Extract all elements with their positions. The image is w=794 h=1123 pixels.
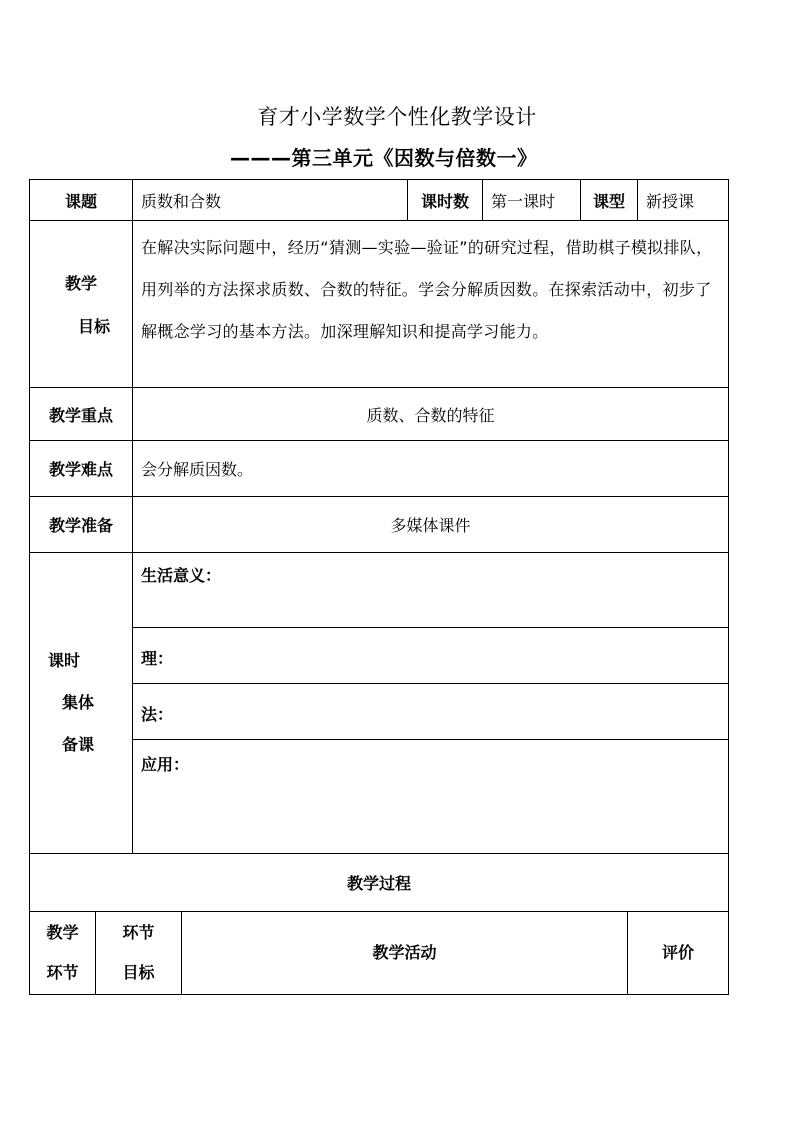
difficulties-row [30, 441, 729, 497]
key-points-value: 质数、合数的特征 [133, 388, 729, 441]
process-col-stage [30, 912, 96, 995]
key-points-label: 教学重点 [30, 388, 133, 441]
preparation-value: 多媒体课件 [133, 497, 729, 553]
process-col-goal-line1: 环节 [122, 923, 155, 942]
group-prep-label [30, 553, 133, 854]
info-row [30, 180, 729, 221]
process-col-stage-line1: 教学 [46, 923, 79, 942]
process-col-activity: 教学活动 [182, 912, 628, 995]
method-field: 法： [133, 683, 728, 739]
type-value: 新授课 [638, 180, 729, 221]
objectives-label-line1: 教学 [64, 274, 97, 293]
objectives-label [30, 221, 133, 388]
process-col-goal [96, 912, 182, 995]
life-meaning-field: 生活意义： [133, 553, 728, 627]
key-points-row [30, 388, 729, 441]
group-prep-cell [133, 553, 729, 854]
group-prep-row [30, 553, 729, 854]
lesson-plan-table [29, 179, 729, 912]
topic-value: 质数和合数 [133, 180, 408, 221]
group-prep-inner-table [133, 553, 728, 852]
group-prep-label-line3: 备课 [62, 735, 95, 754]
document-subtitle: ———第三单元《因数与倍数一》 [230, 146, 538, 170]
period-label: 课时数 [408, 180, 483, 221]
process-header-table [29, 911, 729, 995]
process-col-goal-line2: 目标 [122, 963, 155, 982]
preparation-label: 教学准备 [30, 497, 133, 553]
objectives-text: 在解决实际问题中，经历“猜测—实验—验证”的研究过程，借助棋子模拟排队，用列举的方法探求质数、合数的特征。学会分解质因数。在探索活动中，初步了解概念学习的基本方法。加深理解知识和提高学习能力。 [133, 221, 729, 388]
process-title-row [30, 854, 729, 912]
process-title: 教学过程 [30, 854, 729, 912]
process-header-row [30, 912, 729, 995]
preparation-row [30, 497, 729, 553]
document-title: 育才小学数学个性化教学设计 [257, 105, 537, 129]
difficulties-label: 教学难点 [30, 441, 133, 497]
objectives-label-line2: 目标 [77, 317, 110, 336]
difficulties-value: 会分解质因数。 [133, 441, 729, 497]
group-prep-label-line2: 集体 [62, 693, 95, 712]
group-prep-label-line1: 课时 [48, 651, 81, 670]
process-col-evaluation: 评价 [628, 912, 729, 995]
process-col-stage-line2: 环节 [46, 963, 79, 982]
topic-label: 课题 [30, 180, 133, 221]
application-field: 应用： [141, 754, 190, 774]
period-value: 第一课时 [483, 180, 581, 221]
type-label: 课型 [581, 180, 638, 221]
reason-field: 理： [133, 627, 728, 683]
objectives-row [30, 221, 729, 388]
